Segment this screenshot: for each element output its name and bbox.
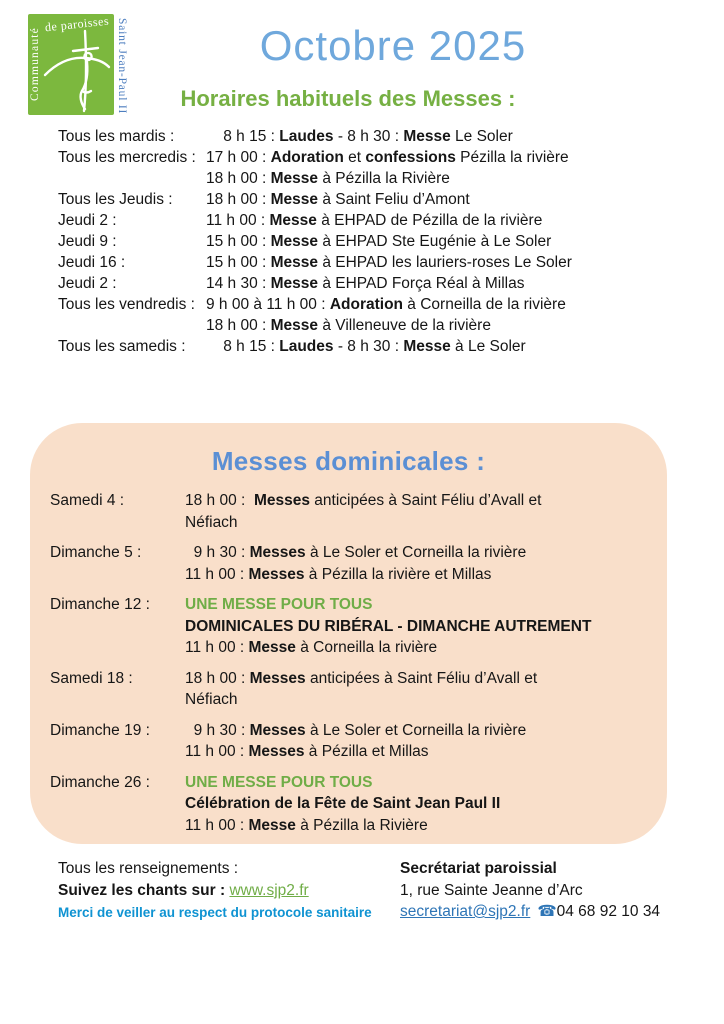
dominical-entry: [50, 720, 653, 763]
footer: [58, 858, 714, 924]
logo-paroisses-text: de paroisses: [44, 13, 110, 35]
dominical-label: Dimanche 12 :: [50, 596, 150, 613]
follow-label: Suivez les chants sur :: [58, 881, 230, 899]
text-segment: 11 h 00 :: [185, 565, 249, 583]
schedule-text: [206, 252, 708, 273]
text-segment: Messe: [248, 639, 296, 656]
schedule-label: Jeudi 16 :: [58, 254, 126, 271]
dominical-line: [185, 689, 653, 711]
dominical-entry: [50, 668, 653, 711]
text-segment: à Corneilla la rivière: [295, 639, 438, 656]
text-segment: 9 h 00 à 11 h 00 :: [206, 296, 330, 313]
text-segment: 14 h 30 :: [206, 275, 271, 292]
dominical-line: [185, 564, 653, 586]
text-segment: à EHPAD les lauriers-roses Le Soler: [318, 254, 572, 271]
text-segment: à Villeneuve de la rivière: [318, 317, 491, 334]
text-segment: Messe: [403, 128, 451, 145]
schedule-text: [206, 189, 708, 210]
website-link[interactable]: www.sjp2.fr: [229, 881, 309, 899]
weekly-schedule-heading: Horaires habituels des Messes :: [180, 86, 516, 111]
schedule-text: [206, 126, 708, 147]
weekly-schedule: [58, 126, 708, 357]
text-segment: Messe: [270, 191, 319, 208]
dominical-line: [185, 490, 653, 512]
schedule-text: [206, 294, 708, 315]
schedule-row: [58, 336, 708, 357]
footer-info-line: Tous les renseignements :: [58, 860, 239, 877]
dominical-line: [185, 594, 653, 616]
text-segment: à EHPAD de Pézilla de la rivière: [316, 212, 543, 229]
text-segment: Messes: [249, 669, 306, 687]
page-title: Octobre 2025: [259, 22, 527, 69]
dominical-lines: [185, 542, 653, 585]
dominical-entry: [50, 490, 653, 533]
text-segment: 18 h 00 :: [206, 170, 271, 187]
text-segment: et: [343, 149, 366, 166]
text-segment: UNE MESSE POUR TOUS: [185, 773, 373, 791]
email-link[interactable]: secretariat@sjp2.fr: [400, 903, 531, 920]
schedule-text: [206, 168, 708, 189]
text-segment: 11 h 00 :: [185, 816, 249, 834]
schedule-label: Tous les Jeudis :: [58, 191, 173, 208]
text-segment: Messes: [253, 492, 310, 509]
footer-right: [400, 858, 660, 924]
dominical-lines: [185, 668, 653, 711]
text-segment: 15 h 00 :: [206, 254, 271, 271]
text-segment: 11 h 00 :: [185, 743, 249, 760]
text-segment: 18 h 00 :: [185, 492, 254, 509]
text-segment: à Le Soler: [450, 338, 526, 355]
text-segment: 8 h 15 :: [206, 128, 280, 145]
sanitary-notice: Merci de veiller au respect du protocole sanitaire: [58, 905, 372, 920]
text-segment: 18 h 00 :: [206, 191, 271, 208]
schedule-label: [58, 315, 206, 336]
text-segment: à Pézilla la rivière et Millas: [304, 565, 492, 583]
text-segment: Adoration: [329, 296, 403, 313]
dominical-label: Dimanche 5 :: [50, 544, 142, 561]
footer-follow-line: [58, 880, 400, 902]
contact-line: [400, 901, 660, 923]
schedule-text: [206, 273, 708, 294]
logo-saint-jean-paul-text: Saint Jean-Paul II: [116, 17, 128, 115]
dominical-entry: [50, 772, 653, 837]
text-segment: 9 h 30 :: [185, 721, 250, 739]
text-segment: à Le Soler et Corneilla la rivière: [305, 721, 527, 739]
text-segment: Messe: [269, 212, 317, 229]
schedule-label: Tous les mardis :: [58, 128, 175, 145]
text-segment: Laudes: [279, 128, 334, 145]
schedule-text: [206, 336, 708, 357]
schedule-label: Tous les mercredis :: [58, 149, 196, 166]
text-segment: Néfiach: [185, 691, 238, 708]
text-segment: DOMINICALES DU RIBÉRAL - DIMANCHE AUTREMENT: [185, 617, 592, 635]
text-segment: Messe: [270, 275, 319, 292]
schedule-row: [58, 231, 708, 252]
dominical-label: Dimanche 19 :: [50, 721, 150, 739]
schedule-label: Tous les vendredis :: [58, 296, 195, 313]
text-segment: 8 h 15 :: [206, 338, 280, 355]
dominical-line: [185, 741, 653, 763]
schedule-text: [206, 315, 708, 336]
secretariat-address: 1, rue Sainte Jeanne d’Arc: [400, 881, 583, 899]
dominical-line: [185, 542, 653, 564]
text-segment: à Pézilla la Rivière: [318, 170, 450, 187]
text-segment: Le Soler: [450, 128, 513, 145]
text-segment: Adoration: [270, 149, 344, 166]
text-segment: à Saint Feliu d’Amont: [318, 191, 470, 208]
text-segment: 18 h 00 :: [185, 669, 250, 687]
dominical-line: [185, 815, 653, 837]
dominical-line: [185, 720, 653, 742]
dominical-lines: [185, 490, 653, 533]
text-segment: 15 h 00 :: [206, 233, 271, 250]
schedule-row: [58, 189, 708, 210]
schedule-label: Tous les samedis :: [58, 338, 186, 355]
secretariat-name: Secrétariat paroissial: [400, 860, 557, 877]
dominical-line: [185, 512, 653, 534]
dominical-lines: [185, 594, 653, 659]
dominical-line: [185, 616, 653, 638]
text-segment: anticipées à Saint Féliu d’Avall et: [305, 669, 538, 687]
text-segment: Messe: [270, 254, 319, 271]
text-segment: - 8 h 30 :: [333, 338, 404, 355]
dominical-line: [185, 637, 653, 659]
text-segment: Messe: [270, 317, 319, 334]
text-segment: Messe: [270, 170, 319, 187]
schedule-row: [58, 168, 708, 189]
schedule-row: [58, 273, 708, 294]
schedule-text: [206, 147, 708, 168]
phone-icon: ☎: [537, 903, 557, 920]
text-segment: Laudes: [279, 338, 334, 355]
text-segment: - 8 h 30 :: [333, 128, 404, 145]
text-segment: Messes: [248, 743, 305, 760]
text-segment: à Pézilla la Rivière: [295, 816, 428, 834]
dominical-entry: [50, 594, 653, 659]
schedule-row: [58, 294, 708, 315]
text-segment: UNE MESSE POUR TOUS: [185, 596, 373, 613]
text-segment: Messes: [248, 565, 305, 583]
schedule-text: [206, 210, 708, 231]
dominical-lines: [185, 720, 653, 763]
text-segment: à EHPAD Ste Eugénie à Le Soler: [318, 233, 552, 250]
dominical-label: Samedi 18 :: [50, 669, 133, 687]
text-segment: à Corneilla de la rivière: [403, 296, 566, 313]
text-segment: Néfiach: [185, 513, 238, 531]
text-segment: Pézilla la rivière: [455, 149, 569, 166]
text-segment: 11 h 00 :: [206, 212, 270, 229]
schedule-row: [58, 147, 708, 168]
text-segment: 18 h 00 :: [206, 317, 271, 334]
text-segment: 17 h 00 :: [206, 149, 271, 166]
dominical-label: Samedi 4 :: [50, 492, 125, 509]
phone-number: 04 68 92 10 34: [556, 903, 661, 920]
text-segment: confessions: [365, 149, 456, 166]
logo-communaute-text: Communauté: [29, 27, 41, 102]
text-segment: 9 h 30 :: [185, 544, 250, 561]
schedule-label: Jeudi 2 :: [58, 275, 117, 292]
schedule-row: [58, 210, 708, 231]
dominicales-entries: [30, 490, 667, 836]
schedule-label: Jeudi 9 :: [58, 233, 117, 250]
text-segment: Messe: [248, 816, 296, 834]
text-segment: Célébration de la Fête de Saint Jean Paul II: [185, 795, 501, 812]
dominicales-heading: Messes dominicales :: [211, 446, 486, 476]
text-segment: anticipées à Saint Féliu d’Avall et: [309, 492, 542, 509]
text-segment: à EHPAD Força Réal à Millas: [318, 275, 525, 292]
schedule-row: [58, 252, 708, 273]
dominical-line: [185, 668, 653, 690]
schedule-row: [58, 315, 708, 336]
schedule-text: [206, 231, 708, 252]
text-segment: à Pézilla et Millas: [304, 743, 429, 760]
footer-left: [58, 858, 400, 924]
dominical-entry: [50, 542, 653, 585]
dominical-lines: [185, 772, 653, 837]
dominical-line: [185, 793, 653, 815]
dominical-line: [185, 772, 653, 794]
text-segment: Messe: [403, 338, 451, 355]
dominical-label: Dimanche 26 :: [50, 773, 150, 791]
text-segment: Messes: [249, 544, 306, 561]
schedule-row: [58, 126, 708, 147]
schedule-label: Jeudi 2 :: [58, 212, 117, 229]
schedule-label: [58, 168, 206, 189]
text-segment: Messe: [270, 233, 319, 250]
text-segment: à Le Soler et Corneilla la rivière: [305, 544, 527, 561]
text-segment: 11 h 00 :: [185, 639, 249, 656]
text-segment: Messes: [249, 721, 306, 739]
dominicales-box: [30, 423, 667, 844]
